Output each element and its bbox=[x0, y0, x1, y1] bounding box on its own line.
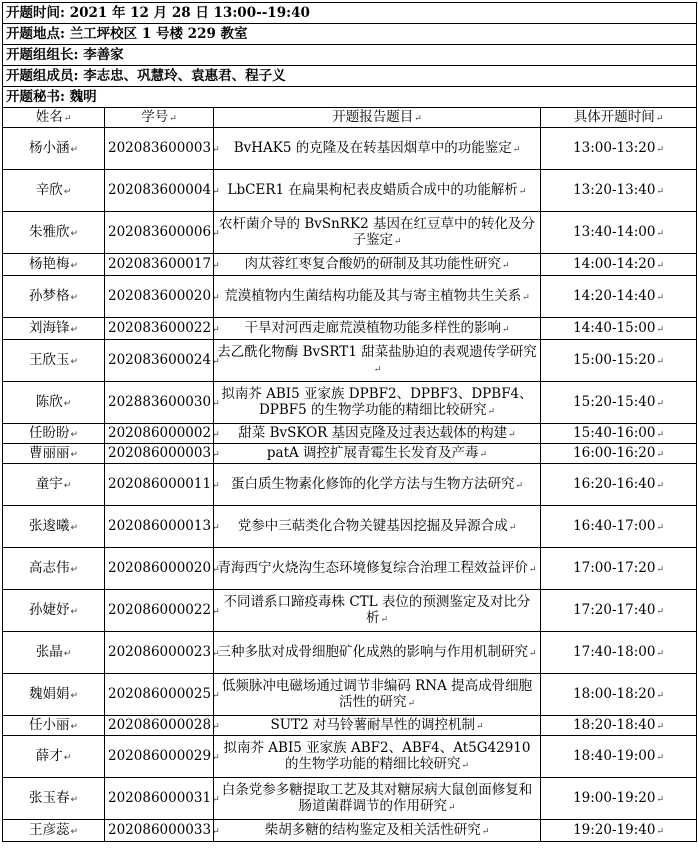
info-row bbox=[3, 3, 697, 24]
info-cell: 开题组成员: 李志忠、巩慧玲、袁惠君、程子义 bbox=[3, 66, 697, 87]
report-time-cell bbox=[541, 820, 697, 842]
student-id-cell bbox=[105, 464, 220, 506]
student-id-cell bbox=[105, 340, 220, 382]
paragraph-mark-icon: ↵ bbox=[70, 429, 79, 440]
student-name-cell bbox=[3, 128, 105, 170]
paragraph-mark-icon: ↵ bbox=[479, 449, 488, 460]
student-id-cell bbox=[105, 276, 220, 318]
report-title: 农杆菌介导的 BvSnRK2 基因在红豆草中的转化及分子鉴定 bbox=[219, 215, 535, 248]
report-time-cell bbox=[541, 340, 697, 382]
paragraph-mark-icon: ↵ bbox=[212, 429, 220, 440]
student-name: 曹丽丽 bbox=[28, 444, 70, 461]
student-id: 202086000020 bbox=[108, 559, 212, 576]
student-id: 202086000022 bbox=[108, 601, 212, 618]
paragraph-mark-icon: ↵ bbox=[656, 144, 664, 155]
report-title-cell bbox=[214, 254, 541, 276]
report-time: 15:20-15:40 bbox=[573, 393, 656, 410]
table-row bbox=[3, 778, 697, 820]
report-title-cell bbox=[214, 736, 541, 778]
paragraph-mark-icon: ↵ bbox=[212, 324, 220, 335]
paragraph-mark-icon: ↵ bbox=[70, 356, 79, 367]
paragraph-mark-icon: ↵ bbox=[212, 398, 220, 409]
student-id: 202086000023 bbox=[108, 643, 212, 660]
report-title: 蛋白质生物素化修饰的化学方法与生物方法研究 bbox=[230, 475, 515, 492]
report-time-cell bbox=[541, 424, 697, 444]
paragraph-mark-icon: ↵ bbox=[656, 398, 664, 409]
info-value: 李志忠、巩慧玲、袁惠君、程子义 bbox=[83, 68, 286, 84]
info-row bbox=[3, 87, 697, 108]
report-title: 党参中三萜类化合物关键基因挖掘及异源合成 bbox=[237, 517, 508, 534]
paragraph-mark-icon: ↵ bbox=[212, 564, 220, 575]
student-name-cell bbox=[3, 212, 105, 254]
report-title: 拟南芥 ABI5 亚家族 ABF2、ABF4、At5G42910 的生物学功能的精细比较研究 bbox=[223, 739, 531, 772]
report-time-cell bbox=[541, 464, 697, 506]
paragraph-mark-icon: ↵ bbox=[447, 802, 456, 813]
report-time: 16:20-16:40 bbox=[573, 475, 656, 492]
student-id-cell bbox=[105, 716, 220, 736]
info-row bbox=[3, 24, 697, 45]
report-title-cell bbox=[214, 590, 541, 632]
student-name-cell bbox=[3, 254, 105, 276]
student-name-cell bbox=[3, 736, 105, 778]
info-label: 开题秘书 bbox=[6, 89, 60, 105]
paragraph-mark-icon: ↵ bbox=[528, 648, 537, 659]
report-title: SUT2 对马铃薯耐旱性的调控机制 bbox=[270, 716, 475, 733]
report-title: 拟南芥 ABI5 亚家族 DPBF2、DPBF3、DPBF4、DPBF5 的生物学功能的精细比较研究 bbox=[221, 385, 533, 418]
student-id-cell bbox=[105, 212, 220, 254]
student-id-cell bbox=[105, 382, 220, 424]
header-name: 姓名↵ bbox=[3, 108, 105, 128]
student-name: 王欣玉 bbox=[28, 351, 70, 368]
paragraph-mark-icon: ↵ bbox=[656, 186, 664, 197]
report-time: 14:20-14:40 bbox=[573, 287, 656, 304]
report-time: 17:40-18:00 bbox=[573, 643, 656, 660]
report-time: 15:00-15:20 bbox=[573, 351, 656, 368]
table-row bbox=[3, 424, 697, 444]
paragraph-mark-icon: ↵ bbox=[212, 606, 220, 617]
paragraph-mark-icon: ↵ bbox=[212, 449, 220, 460]
info-label: 开题地点 bbox=[6, 26, 60, 42]
student-id: 202086000033 bbox=[108, 821, 212, 838]
info-row bbox=[3, 45, 697, 66]
student-id: 202086000028 bbox=[108, 716, 212, 733]
table-row bbox=[3, 506, 697, 548]
paragraph-mark-icon: ↵ bbox=[656, 794, 664, 805]
info-cell: 开题时间: 2021 年 12 月 28 日 13:00--19:40 bbox=[3, 3, 697, 24]
report-time: 17:00-17:20 bbox=[573, 559, 656, 576]
student-id: 202083600006 bbox=[108, 223, 212, 240]
report-time: 13:20-13:40 bbox=[573, 181, 656, 198]
report-title-cell bbox=[214, 632, 541, 674]
report-title-cell bbox=[214, 506, 541, 548]
student-name-cell bbox=[3, 590, 105, 632]
student-id-cell bbox=[105, 632, 220, 674]
student-name: 杨小涵 bbox=[28, 139, 70, 156]
table-row bbox=[3, 276, 697, 318]
paragraph-mark-icon: ↵ bbox=[380, 614, 389, 625]
info-cell: 开题秘书: 魏明 bbox=[3, 87, 697, 108]
paragraph-mark-icon: ↵ bbox=[212, 794, 220, 805]
report-title-cell bbox=[214, 548, 541, 590]
table-row bbox=[3, 716, 697, 736]
report-time-cell bbox=[541, 548, 697, 590]
paragraph-mark-icon: ↵ bbox=[508, 522, 517, 533]
paragraph-mark-icon: ↵ bbox=[656, 752, 664, 763]
student-id: 202086000003 bbox=[108, 444, 212, 461]
report-time: 14:40-15:00 bbox=[573, 319, 656, 336]
report-time: 18:40-19:00 bbox=[573, 747, 656, 764]
report-title: 肉苁蓉红枣复合酸奶的研制及其功能性研究 bbox=[244, 255, 501, 272]
paragraph-mark-icon: ↵ bbox=[70, 826, 79, 837]
report-time-cell bbox=[541, 212, 697, 254]
paragraph-mark-icon: ↵ bbox=[656, 480, 664, 491]
info-value: 李善家 bbox=[83, 47, 124, 63]
student-id-cell bbox=[105, 548, 220, 590]
table-header bbox=[3, 108, 697, 128]
table-row bbox=[3, 464, 697, 506]
table-row bbox=[3, 170, 697, 212]
student-id-cell bbox=[105, 736, 220, 778]
table-row bbox=[3, 254, 697, 276]
report-title-cell bbox=[214, 276, 541, 318]
student-id: 202086000002 bbox=[108, 424, 212, 441]
student-name-cell bbox=[3, 318, 105, 340]
student-id-cell bbox=[105, 170, 220, 212]
header-title: 开题报告题目↵ bbox=[214, 108, 541, 128]
student-name: 孙婕妤 bbox=[28, 601, 70, 618]
student-name: 任小丽 bbox=[28, 716, 70, 733]
paragraph-mark-icon: ↵ bbox=[656, 429, 664, 440]
student-id: 202083600004 bbox=[108, 181, 212, 198]
paragraph-mark-icon: ↵ bbox=[656, 648, 664, 659]
student-name: 张逡曦 bbox=[28, 517, 70, 534]
student-id-cell bbox=[105, 506, 220, 548]
report-title: 三种多肽对成骨细胞矿化成熟的影响与作用机制研究 bbox=[217, 643, 528, 660]
report-time-cell bbox=[541, 444, 697, 464]
paragraph-mark-icon: ↵ bbox=[487, 406, 496, 417]
student-name-cell bbox=[3, 716, 105, 736]
student-name: 薛才 bbox=[35, 747, 63, 764]
report-time: 19:20-19:40 bbox=[573, 821, 656, 838]
report-time-cell bbox=[541, 318, 697, 340]
paragraph-mark-icon: ↵ bbox=[515, 480, 524, 491]
report-time-cell bbox=[541, 506, 697, 548]
paragraph-mark-icon: ↵ bbox=[212, 690, 220, 701]
student-name-cell bbox=[3, 382, 105, 424]
header-id: 学号↵ bbox=[105, 108, 214, 128]
student-name-cell bbox=[3, 674, 105, 716]
table-row bbox=[3, 444, 697, 464]
report-time: 14:00-14:20 bbox=[573, 255, 656, 272]
paragraph-mark-icon: ↵ bbox=[70, 690, 79, 701]
info-label: 开题时间 bbox=[6, 5, 60, 21]
student-name: 朱雅欣 bbox=[28, 223, 70, 240]
student-id: 202083600003 bbox=[108, 139, 212, 156]
paragraph-mark-icon: ↵ bbox=[212, 648, 220, 659]
info-value: 魏明 bbox=[69, 89, 97, 105]
paragraph-mark-icon: ↵ bbox=[70, 144, 79, 155]
report-title-cell bbox=[214, 212, 541, 254]
report-title-cell bbox=[214, 464, 541, 506]
table-row bbox=[3, 736, 697, 778]
student-name: 刘海锋 bbox=[28, 319, 70, 336]
report-title: 甜菜 BvSKOR 基因克隆及过表达载体的构建 bbox=[238, 424, 508, 441]
report-title-cell bbox=[214, 674, 541, 716]
report-title: BvHAK5 的克隆及在转基因烟草中的功能鉴定 bbox=[233, 139, 512, 156]
student-name: 张晶 bbox=[35, 643, 63, 660]
student-id: 202086000025 bbox=[108, 685, 212, 702]
schedule-rows bbox=[3, 128, 697, 842]
report-time-cell bbox=[541, 382, 697, 424]
student-name-cell bbox=[3, 778, 105, 820]
paragraph-mark-icon: ↵ bbox=[70, 721, 79, 732]
student-id-cell bbox=[105, 128, 220, 170]
student-id: 202883600030 bbox=[108, 393, 212, 410]
table-row bbox=[3, 382, 697, 424]
student-id: 202086000029 bbox=[108, 747, 212, 764]
info-label: 开题组成员 bbox=[6, 68, 74, 84]
report-time: 13:00-13:20 bbox=[573, 139, 656, 156]
paragraph-mark-icon: ↵ bbox=[212, 752, 220, 763]
student-id: 202083600024 bbox=[108, 351, 212, 368]
paragraph-mark-icon: ↵ bbox=[212, 356, 220, 367]
table-row bbox=[3, 548, 697, 590]
report-title-cell bbox=[214, 444, 541, 464]
info-value: 兰工坪校区 1 号楼 229 教室 bbox=[69, 26, 248, 42]
info-cell: 开题地点: 兰工坪校区 1 号楼 229 教室 bbox=[3, 24, 697, 45]
student-name-cell bbox=[3, 506, 105, 548]
report-time-cell bbox=[541, 276, 697, 318]
paragraph-mark-icon: ↵ bbox=[212, 260, 220, 271]
header-time: 具体开题时间↵ bbox=[541, 108, 697, 128]
student-id: 202086000031 bbox=[108, 789, 212, 806]
paragraph-mark-icon: ↵ bbox=[528, 564, 537, 575]
paragraph-mark-icon: ↵ bbox=[373, 364, 382, 375]
paragraph-mark-icon: ↵ bbox=[656, 522, 664, 533]
report-time: 18:20-18:40 bbox=[573, 716, 656, 733]
paragraph-mark-icon: ↵ bbox=[518, 186, 527, 197]
paragraph-mark-icon: ↵ bbox=[656, 564, 664, 575]
student-name-cell bbox=[3, 276, 105, 318]
report-title-cell bbox=[214, 318, 541, 340]
report-title-cell bbox=[214, 382, 541, 424]
paragraph-mark-icon: ↵ bbox=[501, 324, 510, 335]
paragraph-mark-icon: ↵ bbox=[656, 228, 664, 239]
table-row bbox=[3, 820, 697, 842]
report-time-cell bbox=[541, 778, 697, 820]
paragraph-mark-icon: ↵ bbox=[656, 606, 664, 617]
paragraph-mark-icon: ↵ bbox=[522, 292, 530, 303]
paragraph-mark-icon: ↵ bbox=[656, 260, 664, 271]
paragraph-mark-icon: ↵ bbox=[656, 292, 664, 303]
report-time-cell bbox=[541, 674, 697, 716]
report-title: 去乙酰化物酶 BvSRT1 甜菜盐胁迫的表观遗传学研究 bbox=[217, 343, 537, 360]
student-name-cell bbox=[3, 444, 105, 464]
report-time: 15:40-16:00 bbox=[573, 424, 656, 441]
paragraph-mark-icon: ↵ bbox=[656, 690, 664, 701]
student-name: 高志伟 bbox=[28, 559, 70, 576]
student-id: 202086000011 bbox=[108, 475, 212, 492]
student-id: 202083600020 bbox=[108, 287, 212, 304]
paragraph-mark-icon: ↵ bbox=[212, 480, 220, 491]
paragraph-mark-icon: ↵ bbox=[63, 186, 72, 197]
report-title: 青海西宁火烧沟生态环境修复综合治理工程效益评价 bbox=[217, 559, 528, 576]
paragraph-mark-icon: ↵ bbox=[393, 236, 402, 247]
report-title: 干旱对河西走廊荒漠植物功能多样性的影响 bbox=[244, 319, 501, 336]
report-time: 17:20-17:40 bbox=[573, 601, 656, 618]
student-name-cell bbox=[3, 820, 105, 842]
paragraph-mark-icon: ↵ bbox=[508, 429, 516, 440]
report-title-cell bbox=[214, 778, 541, 820]
report-title: LbCER1 在扁果枸杞表皮蜡质合成中的功能解析 bbox=[227, 181, 518, 198]
paragraph-mark-icon: ↵ bbox=[656, 449, 664, 460]
report-time-cell bbox=[541, 128, 697, 170]
paragraph-mark-icon: ↵ bbox=[63, 752, 72, 763]
info-label: 开题组组长 bbox=[6, 47, 74, 63]
student-id-cell bbox=[105, 778, 220, 820]
student-name-cell bbox=[3, 464, 105, 506]
student-name: 辛欣 bbox=[35, 181, 63, 198]
report-title-cell bbox=[214, 128, 541, 170]
student-name-cell bbox=[3, 170, 105, 212]
report-time-cell bbox=[541, 254, 697, 276]
report-time: 16:00-16:20 bbox=[573, 444, 656, 461]
paragraph-mark-icon: ↵ bbox=[70, 449, 79, 460]
info-section bbox=[3, 3, 697, 108]
student-id-cell bbox=[105, 444, 220, 464]
paragraph-mark-icon: ↵ bbox=[70, 522, 79, 533]
student-id: 202083600017 bbox=[108, 255, 212, 272]
student-id-cell bbox=[105, 820, 220, 842]
info-row bbox=[3, 66, 697, 87]
report-title-cell bbox=[214, 820, 541, 842]
student-name: 陈欣 bbox=[35, 393, 63, 410]
student-id-cell bbox=[105, 674, 220, 716]
paragraph-mark-icon: ↵ bbox=[70, 794, 79, 805]
student-id-cell bbox=[105, 318, 220, 340]
student-name-cell bbox=[3, 340, 105, 382]
report-title-cell bbox=[214, 716, 541, 736]
student-name: 孙梦格 bbox=[28, 287, 70, 304]
schedule-table bbox=[2, 2, 697, 842]
paragraph-mark-icon: ↵ bbox=[656, 721, 664, 732]
student-id-cell bbox=[105, 424, 220, 444]
student-id: 202083600022 bbox=[108, 319, 212, 336]
student-id-cell bbox=[105, 254, 220, 276]
paragraph-mark-icon: ↵ bbox=[212, 721, 220, 732]
student-name: 魏娟娟 bbox=[28, 685, 70, 702]
student-name: 张玉春 bbox=[28, 789, 70, 806]
table-row bbox=[3, 340, 697, 382]
report-title: 白条党参多糖提取工艺及其对糖尿病大鼠创面修复和肠道菌群调节的作用研究 bbox=[221, 781, 533, 814]
paragraph-mark-icon: ↵ bbox=[475, 721, 484, 732]
report-title-cell bbox=[214, 340, 541, 382]
student-name-cell bbox=[3, 424, 105, 444]
report-title: 低频脉冲电磁场通过调节非编码 RNA 提高成骨细胞活性的研究 bbox=[221, 677, 533, 710]
table-row bbox=[3, 212, 697, 254]
table-row bbox=[3, 674, 697, 716]
table-row bbox=[3, 128, 697, 170]
paragraph-mark-icon: ↵ bbox=[461, 760, 470, 771]
report-time: 18:00-18:20 bbox=[573, 685, 656, 702]
paragraph-mark-icon: ↵ bbox=[63, 648, 72, 659]
report-title-cell bbox=[214, 424, 541, 444]
paragraph-mark-icon: ↵ bbox=[70, 564, 79, 575]
student-name: 任盼盼 bbox=[28, 424, 70, 441]
paragraph-mark-icon: ↵ bbox=[70, 324, 79, 335]
report-title-cell bbox=[214, 170, 541, 212]
paragraph-mark-icon: ↵ bbox=[212, 522, 220, 533]
report-time-cell bbox=[541, 716, 697, 736]
table-row bbox=[3, 590, 697, 632]
paragraph-mark-icon: ↵ bbox=[481, 826, 490, 837]
paragraph-mark-icon: ↵ bbox=[63, 480, 72, 491]
paragraph-mark-icon: ↵ bbox=[512, 144, 521, 155]
report-title: 柴胡多糖的结构鉴定及相关活性研究 bbox=[264, 821, 481, 838]
report-time-cell bbox=[541, 170, 697, 212]
paragraph-mark-icon: ↵ bbox=[70, 292, 79, 303]
report-time: 19:00-19:20 bbox=[573, 789, 656, 806]
paragraph-mark-icon: ↵ bbox=[212, 826, 220, 837]
paragraph-mark-icon: ↵ bbox=[212, 228, 220, 239]
report-title: patA 调控扩展青霉生长发育及产毒 bbox=[266, 444, 479, 461]
paragraph-mark-icon: ↵ bbox=[656, 826, 664, 837]
paragraph-mark-icon: ↵ bbox=[407, 698, 416, 709]
paragraph-mark-icon: ↵ bbox=[656, 324, 664, 335]
student-name: 王彦蕊 bbox=[28, 821, 70, 838]
paragraph-mark-icon: ↵ bbox=[212, 144, 220, 155]
student-id-cell bbox=[105, 590, 220, 632]
paragraph-mark-icon: ↵ bbox=[70, 260, 79, 271]
report-title: 不同谱系口蹄疫毒株 CTL 表位的预测鉴定及对比分析 bbox=[223, 593, 531, 626]
report-time: 13:40-14:00 bbox=[573, 223, 656, 240]
report-time-cell bbox=[541, 736, 697, 778]
paragraph-mark-icon: ↵ bbox=[70, 228, 79, 239]
student-name: 杨艳梅 bbox=[28, 255, 70, 272]
report-time-cell bbox=[541, 590, 697, 632]
info-value: 2021 年 12 月 28 日 13:00--19:40 bbox=[69, 5, 310, 21]
paragraph-mark-icon: ↵ bbox=[70, 606, 79, 617]
report-time-cell bbox=[541, 632, 697, 674]
paragraph-mark-icon: ↵ bbox=[63, 398, 72, 409]
paragraph-mark-icon: ↵ bbox=[212, 186, 220, 197]
student-name-cell bbox=[3, 548, 105, 590]
paragraph-mark-icon: ↵ bbox=[656, 356, 664, 367]
paragraph-mark-icon: ↵ bbox=[212, 292, 220, 303]
student-name: 童宇 bbox=[35, 475, 63, 492]
report-time: 16:40-17:00 bbox=[573, 517, 656, 534]
student-id: 202086000013 bbox=[108, 517, 212, 534]
table-row bbox=[3, 632, 697, 674]
report-title: 荒漠植物内生菌结构功能及其与寄主植物共生关系 bbox=[224, 287, 522, 304]
table-row bbox=[3, 318, 697, 340]
info-cell: 开题组组长: 李善家 bbox=[3, 45, 697, 66]
paragraph-mark-icon: ↵ bbox=[501, 260, 510, 271]
student-name-cell bbox=[3, 632, 105, 674]
